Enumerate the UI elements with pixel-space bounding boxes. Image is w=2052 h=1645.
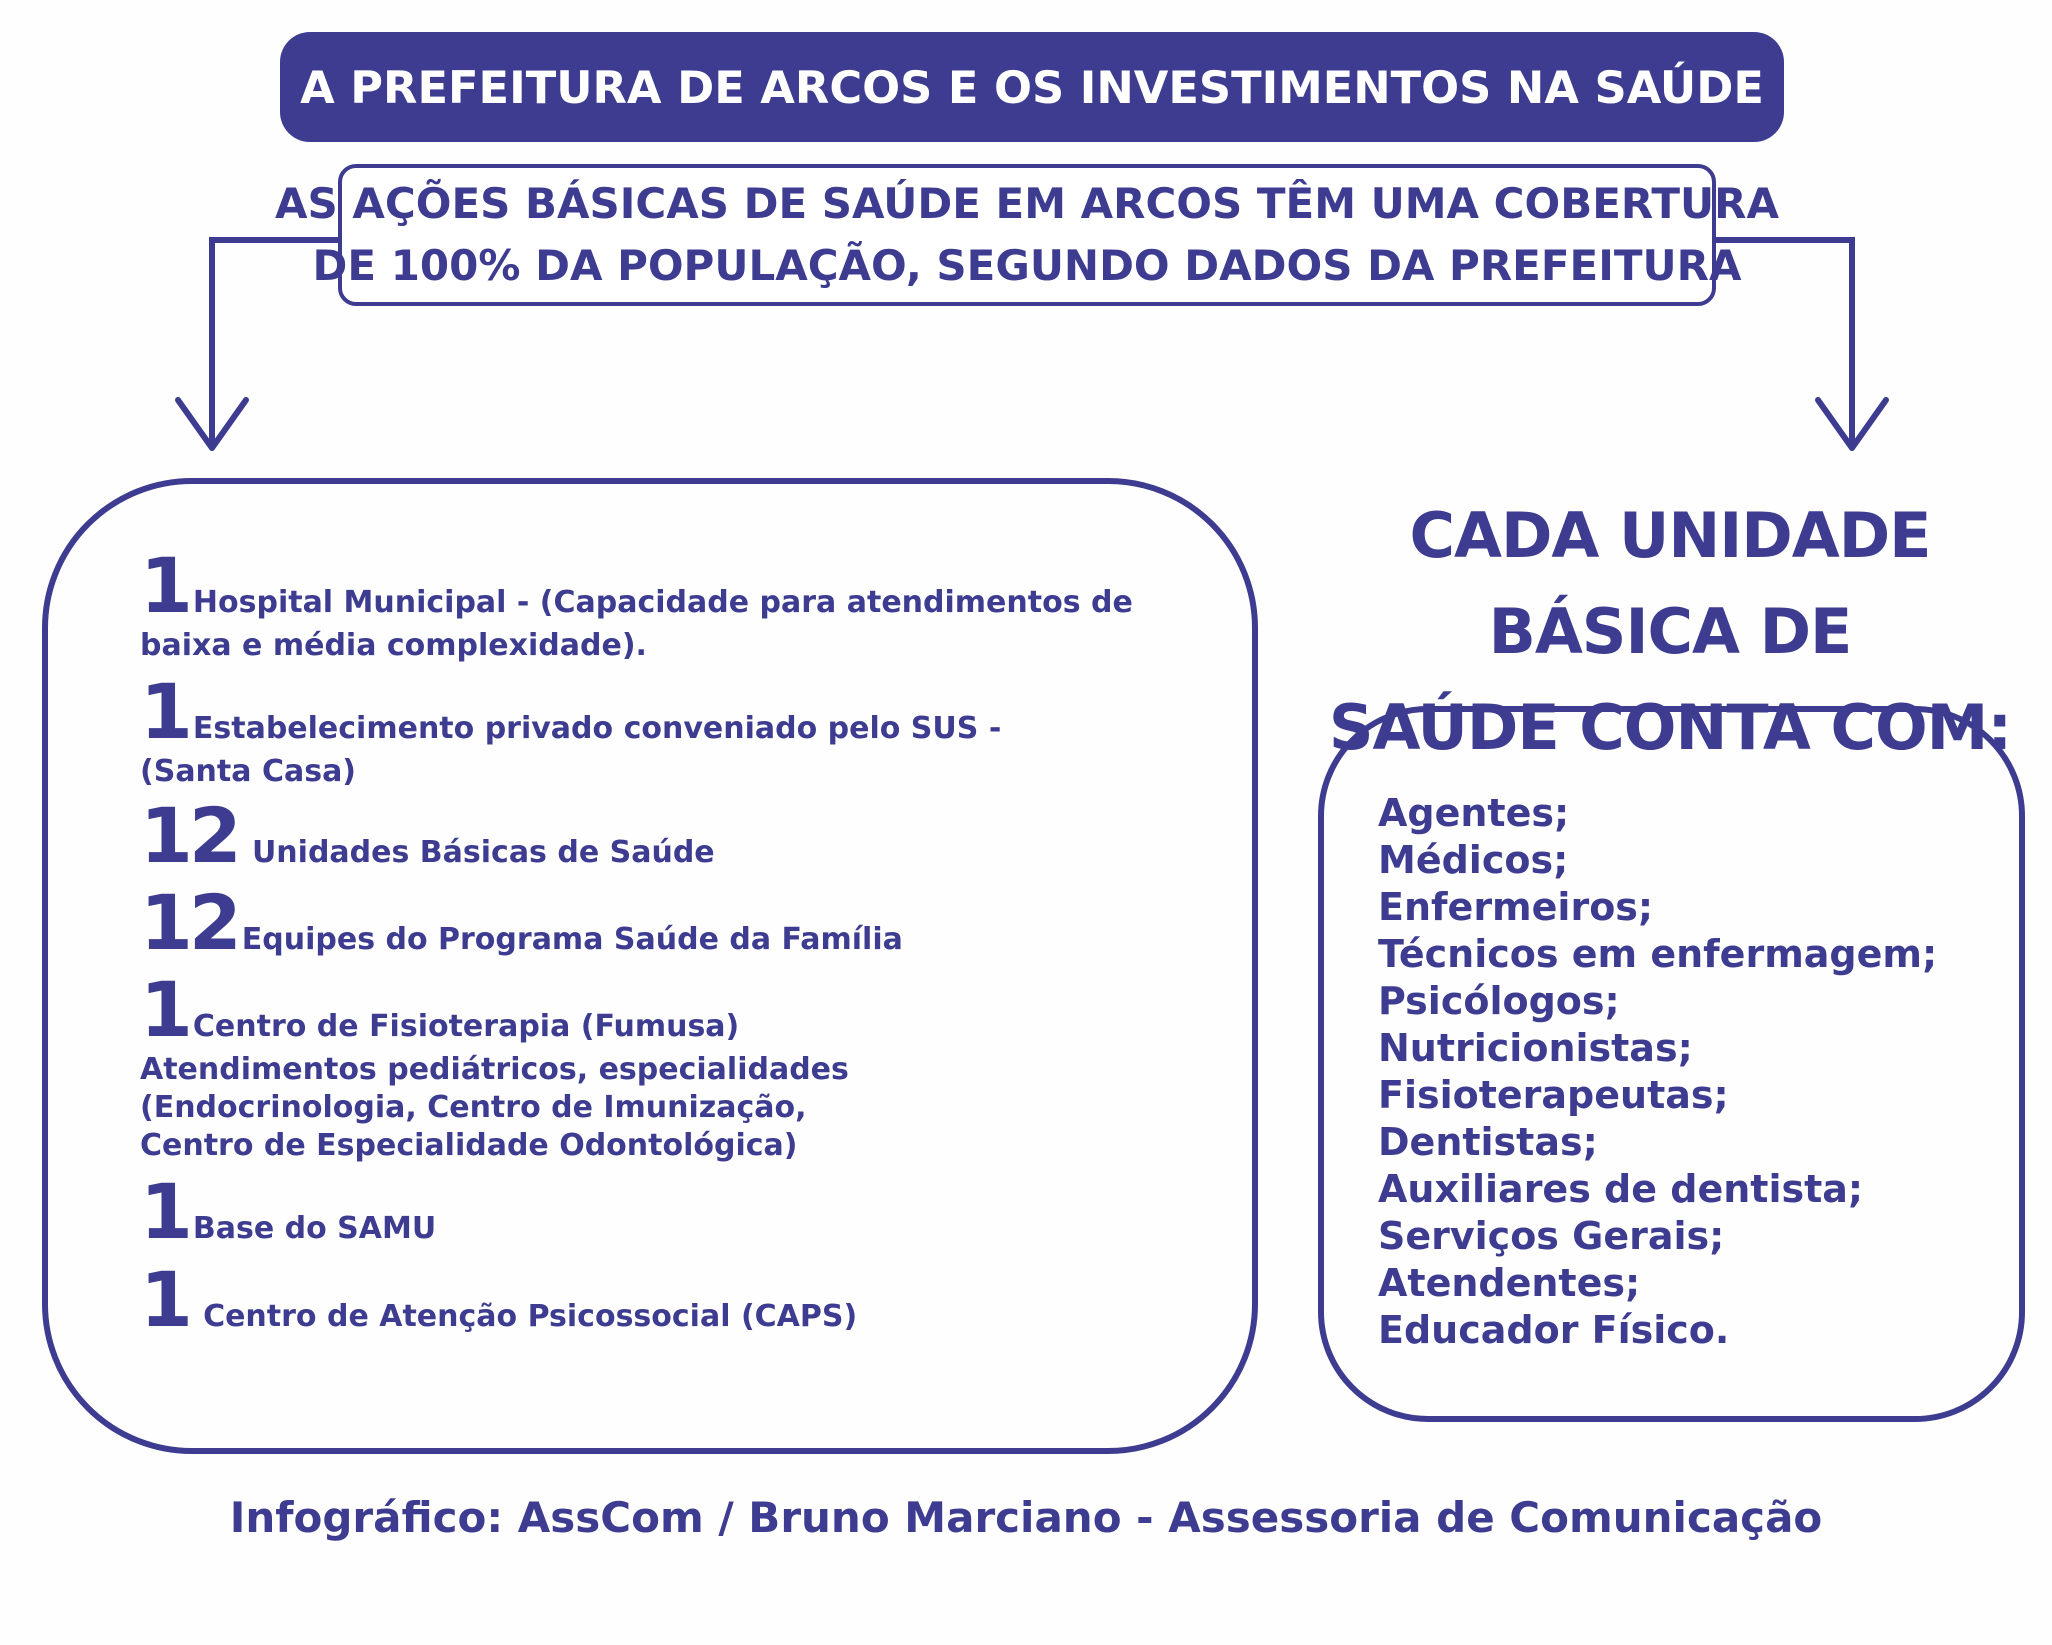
ubs-heading-line-1: CADA UNIDADE BÁSICA DE [1409,499,1931,668]
facility-santa-casa [140,667,1200,791]
facility-label: Estabelecimento privado conveniado pelo SUS - [192,711,1002,746]
facility-detail: Atendimentos pediátricos, especialidades [140,1052,849,1087]
facility-label: Unidades Básicas de Saúde [251,835,715,870]
facility-label: Centro de Atenção Psicossocial (CAPS) [203,1299,858,1334]
facility-count: 1 [140,965,189,1054]
facility-count: 1 [140,667,189,756]
staff-item: Auxiliares de dentista; [1378,1167,1864,1211]
facility-ubs [140,791,1200,880]
staff-item: Técnicos em enfermagem; [1378,932,1938,976]
facility-caps [140,1255,1200,1344]
staff-item: Fisioterapeutas; [1378,1073,1729,1117]
facility-count: 1 [140,1255,189,1344]
facility-label: Base do SAMU [192,1211,437,1246]
staff-item: Nutricionistas; [1378,1026,1693,1070]
ubs-heading-line-2: SAÚDE CONTA COM: [1328,691,2012,764]
staff-item: Agentes; [1378,791,1570,835]
facility-detail: (Endocrinologia, Centro de Imunização, [140,1090,807,1125]
staff-item: Serviços Gerais; [1378,1214,1725,1258]
facility-label: Hospital Municipal - (Capacidade para atendimentos de [192,585,1133,620]
facility-label: Equipes do Programa Saúde da Família [241,922,903,957]
staff-item: Dentistas; [1378,1120,1598,1164]
ubs-staff-list [1378,790,1937,1354]
staff-item: Atendentes; [1378,1261,1641,1305]
facility-samu [140,1167,1200,1256]
facility-count: 12 [140,878,238,967]
page-title: A PREFEITURA DE ARCOS E OS INVESTIMENTOS NA SAÚDE [300,60,1764,114]
facility-count: 12 [140,791,238,880]
facility-count: 1 [140,541,189,630]
staff-item: Enfermeiros; [1378,885,1654,929]
staff-item: Médicos; [1378,838,1569,882]
facility-continuation: (Santa Casa) [140,754,357,789]
facility-hospital [140,541,1200,665]
facility-continuation: baixa e média complexidade). [140,628,647,663]
infographic-credit: Infográfico: AssCom / Bruno Marciano - Assessoria de Comunicação [229,1493,1823,1542]
facility-label: Centro de Fisioterapia (Fumusa) [192,1009,740,1044]
facility-fumusa [140,965,1200,1165]
staff-item: Educador Físico. [1378,1308,1730,1352]
facility-detail: Centro de Especialidade Odontológica) [140,1128,798,1163]
staff-item: Psicólogos; [1378,979,1620,1023]
facility-count: 1 [140,1167,189,1256]
facility-psf-teams [140,878,1200,967]
coverage-statement-line-1: AS AÇÕES BÁSICAS DE SAÚDE EM ARCOS TÊM UMA COBERTURA [275,179,1779,228]
coverage-statement-line-2: DE 100% DA POPULAÇÃO, SEGUNDO DADOS DA PREFEITURA [312,241,1742,290]
